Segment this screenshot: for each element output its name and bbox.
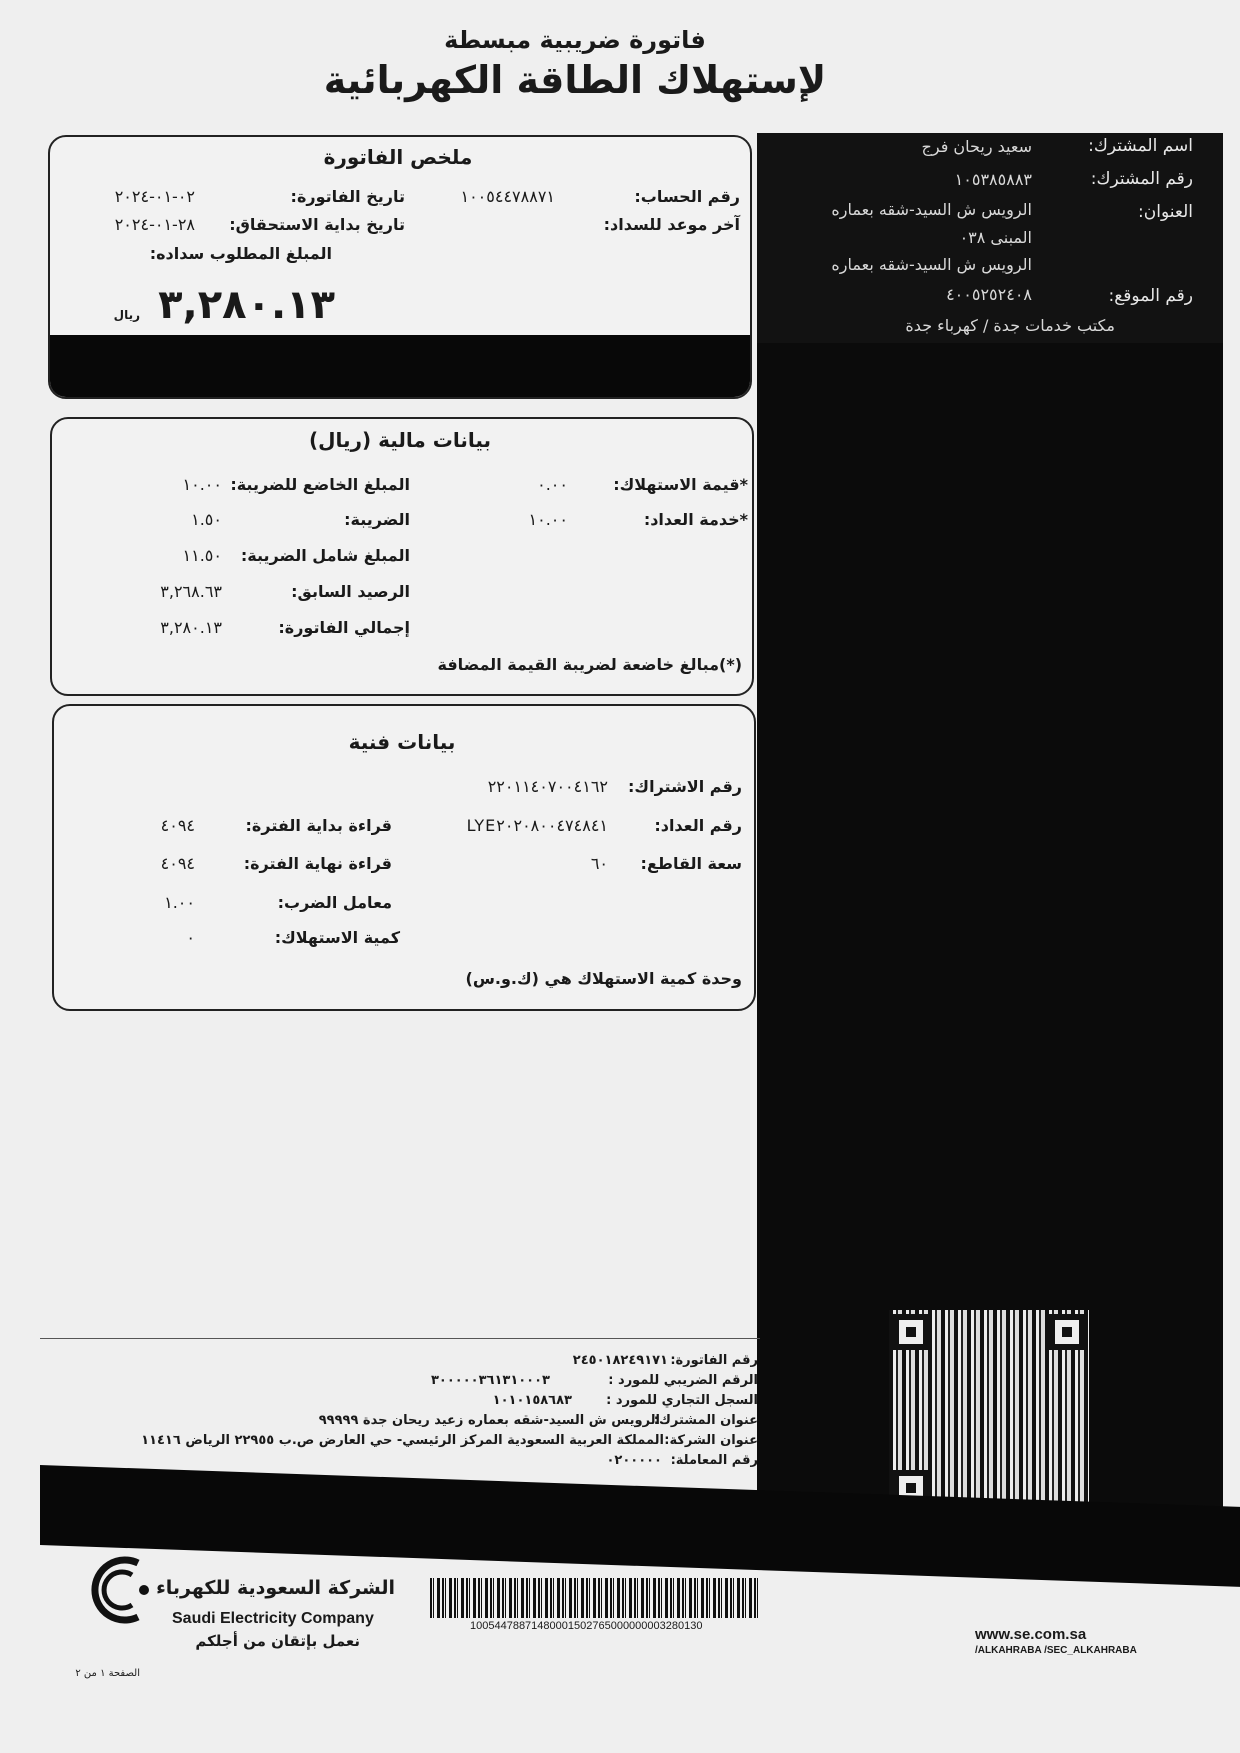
supplier-tax-label: الرقم الضريبي للمورد : <box>608 1373 758 1388</box>
multiplier-label: معامل الضرب: <box>277 893 392 912</box>
site-number: ٤٠٠٥٢٥٢٤٠٨ <box>946 285 1032 304</box>
qr-finder <box>893 1314 929 1350</box>
summary-black-bar <box>50 335 750 397</box>
company-address-label: عنوان الشركة: <box>664 1433 758 1448</box>
supplier-cr-label: السجل التجاري للمورد : <box>606 1393 758 1408</box>
subscriber-number: ١٠٥٣٨٥٨٨٣ <box>954 170 1032 189</box>
invoice-subtitle: فاتورة ضريبية مبسطة <box>444 26 706 54</box>
meter-number: LYE٢٠٢٠٨٠٠٤٧٤٨٤١ <box>466 816 608 835</box>
transaction-number-label: رقم المعاملة: <box>670 1453 758 1468</box>
taxable-amount-label: المبلغ الخاضع للضريبة: <box>230 475 410 494</box>
invoice-summary-box <box>48 135 752 399</box>
social-handles[interactable]: /ALKAHRABA /SEC_ALKAHRABA <box>975 1645 1137 1656</box>
invoice-date: ٠٢-٠١-٢٠٢٤ <box>114 187 195 206</box>
due-date-label: آخر موعد للسداد: <box>603 215 740 234</box>
invoice-date-label: تاريخ الفاتورة: <box>290 187 405 206</box>
breaker-capacity-label: سعة القاطع: <box>640 854 742 873</box>
company-name-arabic: الشركة السعودية للكهرباء <box>156 1577 395 1599</box>
start-reading-label: قراءة بداية الفترة: <box>245 816 392 835</box>
financial-title: بيانات مالية (ريال) <box>308 428 492 452</box>
end-reading: ٤٠٩٤ <box>160 854 195 873</box>
account-number: ١٠٠٥٤٤٧٨٨٧١ <box>460 187 555 206</box>
invoice-title: لإستهلاك الطاقة الكهربائية <box>323 58 827 102</box>
barcode-number: 10054478871480001502765000000003280130 <box>470 1620 703 1632</box>
vat-note: (*)مبالغ خاضعة لضريبة القيمة المضافة <box>437 655 742 674</box>
period-start-date: ٢٨-٠١-٢٠٢٤ <box>114 215 195 234</box>
tax-label: الضريبة: <box>344 510 410 529</box>
consumption-quantity: ٠ <box>186 928 195 947</box>
transaction-number: ٠٢٠٠٠٠٠ <box>606 1453 662 1468</box>
qr-code <box>889 1310 1089 1510</box>
multiplier: ١.٠٠ <box>164 893 195 912</box>
breaker-capacity: ٦٠ <box>590 854 608 873</box>
qr-finder <box>1049 1314 1085 1350</box>
address-label: العنوان: <box>1138 202 1193 222</box>
service-office: مكتب خدمات جدة / كهرباء جدة <box>905 316 1115 335</box>
address-line-3: الرويس ش السيد-شقه بعماره <box>831 255 1032 274</box>
account-number-label: رقم الحساب: <box>634 187 740 206</box>
consumption-quantity-label: كمية الاستهلاك: <box>274 928 400 947</box>
start-reading: ٤٠٩٤ <box>160 816 195 835</box>
subscriber-address: الرويس ش السيد-شقه بعماره زعيد ريحان جدة ٩٩٩٩٩ <box>318 1413 660 1428</box>
supplier-cr-number: ١٠١٠١٥٨٦٨٣ <box>492 1393 572 1408</box>
tax-value: ١.٥٠ <box>191 510 222 529</box>
period-start-label: تاريخ بداية الاستحقاق: <box>229 215 405 234</box>
sec-logo-icon <box>88 1555 158 1625</box>
amount-incl-tax: ١١.٥٠ <box>182 546 222 565</box>
meter-number-label: رقم العداد: <box>654 816 742 835</box>
meter-service-label: *خدمة العداد: <box>643 510 748 529</box>
amount-due-label: المبلغ المطلوب سداده: <box>149 244 332 263</box>
company-slogan: نعمل بإتقان من أجلكم <box>195 1632 360 1650</box>
subscriber-number-label: رقم المشترك: <box>1090 169 1193 189</box>
subscriber-name-label: اسم المشترك: <box>1088 136 1193 156</box>
invoice-total: ٣,٢٨٠.١٣ <box>160 618 222 637</box>
amount-incl-tax-label: المبلغ شامل الضريبة: <box>240 546 410 565</box>
footer-divider <box>40 1338 760 1339</box>
invoice-number-label: رقم الفاتورة: <box>670 1353 758 1368</box>
previous-balance: ٣,٢٦٨.٦٣ <box>160 582 222 601</box>
currency-label: ريال <box>113 308 140 322</box>
invoice-number: ٢٤٥٠١٨٢٤٩١٧١ <box>572 1353 668 1368</box>
technical-title: بيانات فنية <box>348 730 456 754</box>
company-name-english: Saudi Electricity Company <box>172 1610 374 1627</box>
address-line-2: المبنى ٠٣٨ <box>959 228 1032 247</box>
subscription-number: ٢٢٠١١٤٠٧٠٠٤١٦٢ <box>487 777 608 796</box>
company-address: المملكة العربية السعودية المركز الرئيسي- حي العارض ص.ب ٢٢٩٥٥ الرياض ١١٤١٦ <box>141 1433 664 1448</box>
consumption-value: ٠.٠٠ <box>537 475 568 494</box>
taxable-amount: ١٠.٠٠ <box>182 475 222 494</box>
summary-title: ملخص الفاتورة <box>323 145 473 169</box>
website[interactable]: www.se.com.sa <box>975 1626 1087 1643</box>
unit-note: وحدة كمية الاستهلاك هي (ك.و.س) <box>465 969 742 988</box>
previous-balance-label: الرصيد السابق: <box>291 582 410 601</box>
page-number: الصفحة ١ من ٢ <box>75 1668 140 1679</box>
supplier-tax-number: ٣٠٠٠٠٠٣٦١٣١٠٠٠٣ <box>430 1373 550 1388</box>
meter-service-value: ١٠.٠٠ <box>528 510 568 529</box>
invoice-total-label: إجمالي الفاتورة: <box>278 618 410 637</box>
end-reading-label: قراءة نهاية الفترة: <box>243 854 392 873</box>
subscription-number-label: رقم الاشتراك: <box>628 777 742 796</box>
payment-barcode <box>430 1578 760 1618</box>
address-line-1: الرويس ش السيد-شقه بعماره <box>831 200 1032 219</box>
consumption-value-label: *قيمة الاستهلاك: <box>613 475 748 494</box>
site-number-label: رقم الموقع: <box>1108 286 1193 306</box>
subscriber-address-label: عنوان المشترك: <box>653 1413 758 1428</box>
amount-due: ٣,٢٨٠.١٣ <box>158 282 335 328</box>
subscriber-name: سعيد ريحان فرج <box>921 137 1032 156</box>
